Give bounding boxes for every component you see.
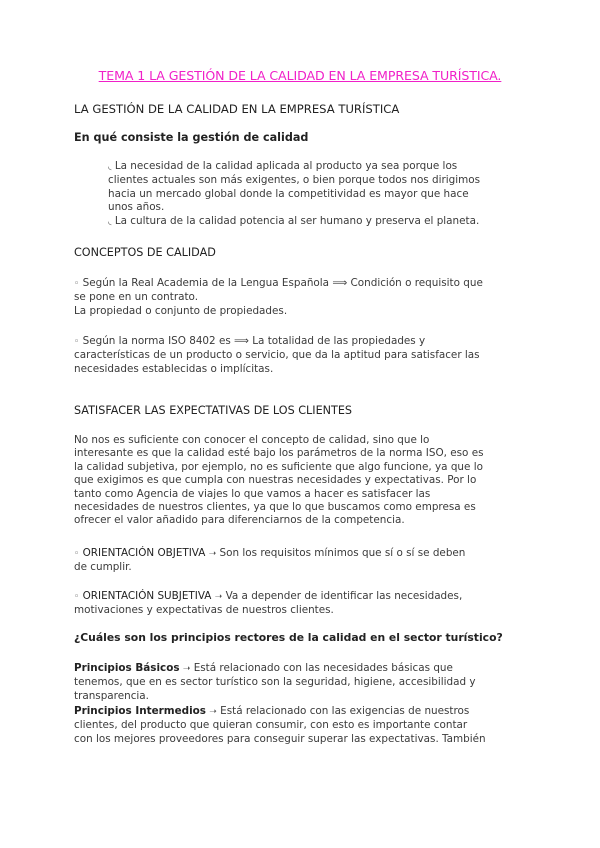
circle-bullet-icon: ◦ [74, 337, 80, 347]
list-item-continuation: unos años. [108, 201, 165, 214]
bullet-marker-icon: ◟ [108, 216, 112, 227]
subheading-consiste: En qué consiste la gestión de calidad [74, 131, 309, 144]
list-item: ◟ La cultura de la calidad potencia al ser humano y preserva el planeta. [108, 214, 480, 227]
paragraph-satisfacer: No nos es suficiente con conocer el concepto de calidad, sino que lo interesante es que la calidad esté bajo los parámetros de la norma ISO, eso es la calidad subjetiva, por ejemplo, no es suficiente que algo funcione, ya que lo que exigimos es que cumpla con nuestras necesidades y expectativas. Por lo tanto como Agencia de viajes lo que vamos a hacer es satisfacer las necesidades de nuestros clientes, ya que lo que buscamos como empresa es ofrecer el valor añadido para diferenciarnos de la competencia. [74, 434, 484, 527]
circle-bullet-icon: ◦ [74, 279, 80, 289]
concepto-rae: ◦ Según la Real Academia de la Lengua Española ⟹ Condición o requisito que se pone en un contrato. La propiedad o conjunto de propiedades. [74, 277, 483, 317]
circle-bullet-icon: ◦ [74, 592, 80, 602]
bullet-list-consiste [108, 160, 480, 229]
arrow-right-icon: ➝ [209, 707, 217, 717]
arrow-right-icon: ➝ [214, 592, 223, 602]
orientacion-objetiva: ◦ ORIENTACIÓN OBJETIVA ➝ Son los requisitos mínimos que sí o sí se deben de cumplir. [74, 547, 466, 574]
document-title: TEMA 1 LA GESTIÓN DE LA CALIDAD EN LA EMPRESA TURÍSTICA. [98, 68, 502, 83]
bullet-marker-icon: ◟ [108, 162, 112, 172]
list-item-continuation: hacia un mercado global donde la competitividad es mayor que hace [108, 187, 469, 200]
section-heading-satisfacer: SATISFACER LAS EXPECTATIVAS DE LOS CLIENTES [74, 404, 353, 417]
list-item-continuation: clientes actuales son más exigentes, o bien porque todos nos dirigimos [108, 174, 481, 187]
section-heading-conceptos: CONCEPTOS DE CALIDAD [74, 246, 216, 259]
question-principios: ¿Cuáles son los principios rectores de la calidad en el sector turístico? [74, 631, 503, 644]
principios-intermedios: Principios Intermedios ➝ Está relacionado con las exigencias de nuestros clientes, del producto que quieran consumir, con esto es importante contar con los mejores proveedores para conseguir superar las expectativas. También [74, 705, 486, 745]
list-item: ◟ La necesidad de la calidad aplicada al producto ya sea porque los [108, 160, 458, 172]
concepto-iso: ◦ Según la norma ISO 8402 es ⟹ La totalidad de las propiedades y características de un producto o servicio, que da la aptitud para satisfacer las necesidades establecidas o implícitas. [74, 335, 480, 375]
section-heading-gestion: LA GESTIÓN DE LA CALIDAD EN LA EMPRESA TURÍSTICA [74, 102, 400, 116]
orientacion-subjetiva: ◦ ORIENTACIÓN SUBJETIVA ➝ Va a depender de identificar las necesidades, motivaciones y expectativas de nuestros clientes. [74, 590, 463, 617]
arrow-right-icon: ➝ [208, 549, 217, 559]
arrow-right-icon: ➝ [182, 664, 191, 674]
circle-bullet-icon: ◦ [74, 549, 80, 559]
principios-basicos: Principios Básicos ➝ Está relacionado con las necesidades básicas que tenemos, que en es sector turístico son la seguridad, higiene, accesibilidad y transparencia. [74, 662, 476, 702]
